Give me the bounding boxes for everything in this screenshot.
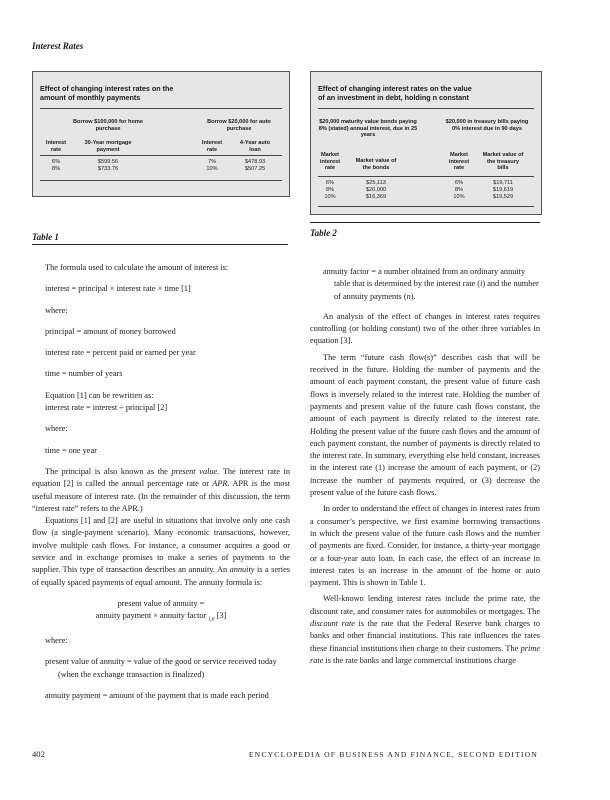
table-2-col-header: Market interest rate — [448, 152, 470, 172]
paragraph — [32, 515, 290, 589]
table-cell: $19,711 — [493, 180, 513, 186]
text-run: [3] — [214, 611, 227, 621]
paragraph: An analysis of the effect of changes in interest rates requires controlling (or holding constant) two of the other three variables in equation [3]. — [310, 311, 540, 346]
definition: interest rate = percent paid or earned per year — [45, 348, 196, 358]
table-cell: 8% — [454, 187, 464, 193]
table-2-bonds-heading: $20,000 maturity value bonds paying 8% (stated) annual interest, due in 25 years — [318, 119, 418, 139]
table-2-col-header: Market interest rate — [319, 152, 341, 172]
emphasis: i — [480, 279, 483, 289]
text-run: is the rate that the Federal Reserve bank charges to banks and other financial institutions. This rate influences the rates these financial institutions then charge to their customers. The — [310, 619, 540, 653]
paragraph: Equation [1] can be rewritten as: — [45, 390, 154, 400]
table-2-bills-heading: $20,000 in treasury bills paying 0% interest due in 90 days — [445, 119, 529, 132]
table-cell: 7% — [207, 159, 217, 165]
table-1-loan-a-heading: Borrow $100,000 for home purchase — [73, 119, 143, 132]
table-2-title-text: of an investment in debt, holding n constant — [318, 93, 469, 102]
page-number: 402 — [32, 749, 45, 759]
publication-title: ENCYCLOPEDIA OF BUSINESS AND FINANCE, SECOND EDITION — [248, 750, 538, 759]
text-run: Well-known lending interest rates include the prime rate, the discount rate, and consumer rates for automobiles or mortgages. The — [310, 594, 540, 616]
definition: time = number of years — [45, 369, 123, 379]
equation-3-line-1: present value of annuity = — [117, 598, 205, 608]
table-2-rule — [318, 206, 534, 207]
where-label: where: — [45, 636, 68, 646]
running-header: Interest Rates — [32, 41, 84, 51]
table-1-caption-rule — [32, 244, 288, 245]
table-1-rule — [40, 155, 282, 156]
emphasis: annuity — [229, 565, 255, 575]
equation-1: interest = principal × interest rate × time [1] — [45, 284, 191, 294]
table-1-col-header: Interest rate — [201, 140, 223, 153]
text-run: The interest rate in equation [2] is called the annual percentage rate or — [32, 466, 290, 489]
emphasis: prime rate — [310, 643, 540, 665]
table-2-title-line-2 — [318, 93, 538, 102]
table-cell: $599.56 — [97, 159, 119, 165]
emphasis: present value. — [171, 466, 220, 476]
definition: principal = amount of money borrowed — [45, 326, 176, 336]
table-cell: 8% — [51, 166, 61, 172]
table-cell: $507.25 — [244, 166, 266, 172]
table-2-col-header: Market value of the treasury bills — [482, 152, 524, 172]
right-column — [310, 266, 540, 667]
text-run: ) and the number of annuity payments ( — [334, 279, 539, 301]
text-run: ). — [410, 291, 416, 301]
text-run: is the rate banks and large commercial institutions charge — [323, 655, 516, 665]
text-run: Equations [1] and [2] are useful in situations that involve only one cash flow (a single-payment scenario). Many economic transactions, however, involve multiple cash flows. For instance, a consumer acquires a good or service and in exchange promises to make a series of payments to the supplier. This type of transaction describes an annuity. An — [32, 516, 290, 575]
table-2-caption-rule — [310, 222, 540, 223]
table-cell: 8% — [325, 187, 335, 193]
table-1-col-header: 30-Year mortgage payment — [84, 140, 132, 153]
table-cell: $19,619 — [492, 187, 514, 193]
table-cell: $25,113 — [366, 180, 386, 186]
table-cell: 6% — [325, 180, 335, 186]
table-2-rule — [318, 176, 534, 177]
text-run: APR is the most useful measure of interest rate. (In the remainder of this discussion, the term “interest rate” refers to the APR.) — [32, 479, 290, 513]
text-run: The principal is also known as the — [45, 466, 172, 476]
text-run: annuity payment × annuity factor — [95, 611, 207, 621]
table-1-title: Effect of changing interest rates on the amount of monthly payments — [40, 84, 174, 102]
table-2-col-header: Market value of the bonds — [355, 158, 397, 171]
table-cell: $16,369 — [365, 194, 387, 200]
table-1 — [32, 71, 290, 197]
table-1-col-header: Interest rate — [45, 140, 67, 153]
table-cell: $20,000 — [365, 187, 387, 193]
emphasis: discount rate — [310, 619, 355, 629]
paragraph: The term “future cash flow(s)” describes cash that will be received in the future. Holding the number of payments and the amount of each payment constant, the present value of future cash flows is inversely related to the interest rate. Holding the number of payments and present value of the future cash flows constant, the amount of each payment is directly related to the interest rate. Holding the present value of the future cash flows and the amount of each payment constant, the number of payments is directly related to the interest rate. In summary, everything else held constant, increases in the interest rate (1) increase the amount of each payment, or (2) increase the number of payments required, or (3) decrease the present value of the future cash flows. — [310, 352, 540, 498]
definition: annuity payment = amount of the payment that is made each period — [45, 691, 269, 701]
equation-3-line-2 — [32, 610, 290, 626]
table-2-caption: Table 2 — [310, 228, 337, 238]
table-1-caption: Table 1 — [32, 232, 59, 242]
table-cell: $478.93 — [244, 159, 266, 165]
text-run: annuity factor = a number obtained from an ordinary annuity table that is determined by the interest rate ( — [323, 267, 526, 289]
where-label: where: — [45, 424, 68, 434]
table-cell: 10% — [206, 166, 218, 172]
where-label: where: — [45, 305, 68, 315]
equation-2: interest rate = interest ÷ principal [2] — [45, 403, 168, 413]
table-cell: 10% — [324, 194, 336, 200]
paragraph: In order to understand the effect of changes in interest rates from a consumer’s perspective, we first examine borrowing transactions in which the present value of the future cash flows and the number of payments are fixed. Consider, for instance, a thirty-year mortgage or a four-year auto loan. In each case, the effect of an increase in interest rates is an increase in the amount of the home or auto payment. This is shown in Table 1. — [310, 504, 540, 588]
table-1-loan-b-heading: Borrow $20,000 for auto purchase — [207, 119, 271, 132]
left-column — [32, 262, 290, 702]
emphasis: n — [406, 291, 411, 301]
paragraph — [32, 466, 290, 515]
table-cell: $19,529 — [492, 194, 514, 200]
definition: present value of annuity = value of the good or service received today (when the exchange transaction is finalized) — [45, 657, 277, 679]
definition — [310, 266, 540, 303]
table-2-title-line-1: Effect of changing interest rates on the value — [318, 84, 472, 93]
subscript: i,n — [208, 616, 215, 623]
table-2-rule — [318, 108, 534, 109]
paragraph: The formula used to calculate the amount of interest is: — [45, 263, 229, 272]
table-cell: 6% — [454, 180, 464, 186]
table-cell: $733.76 — [97, 166, 119, 172]
emphasis: APR. — [212, 479, 230, 489]
definition: time = one year — [45, 445, 97, 455]
table-2 — [310, 71, 542, 215]
table-cell: 10% — [453, 194, 465, 200]
table-1-rule — [40, 108, 282, 109]
table-1-col-header: 4-Year auto loan — [239, 140, 271, 153]
table-cell: 6% — [51, 159, 61, 165]
paragraph — [310, 593, 540, 667]
table-1-rule — [40, 180, 282, 181]
text-run: is a series of equally spaced payments of equal amount. The annuity formula is: — [32, 565, 290, 587]
